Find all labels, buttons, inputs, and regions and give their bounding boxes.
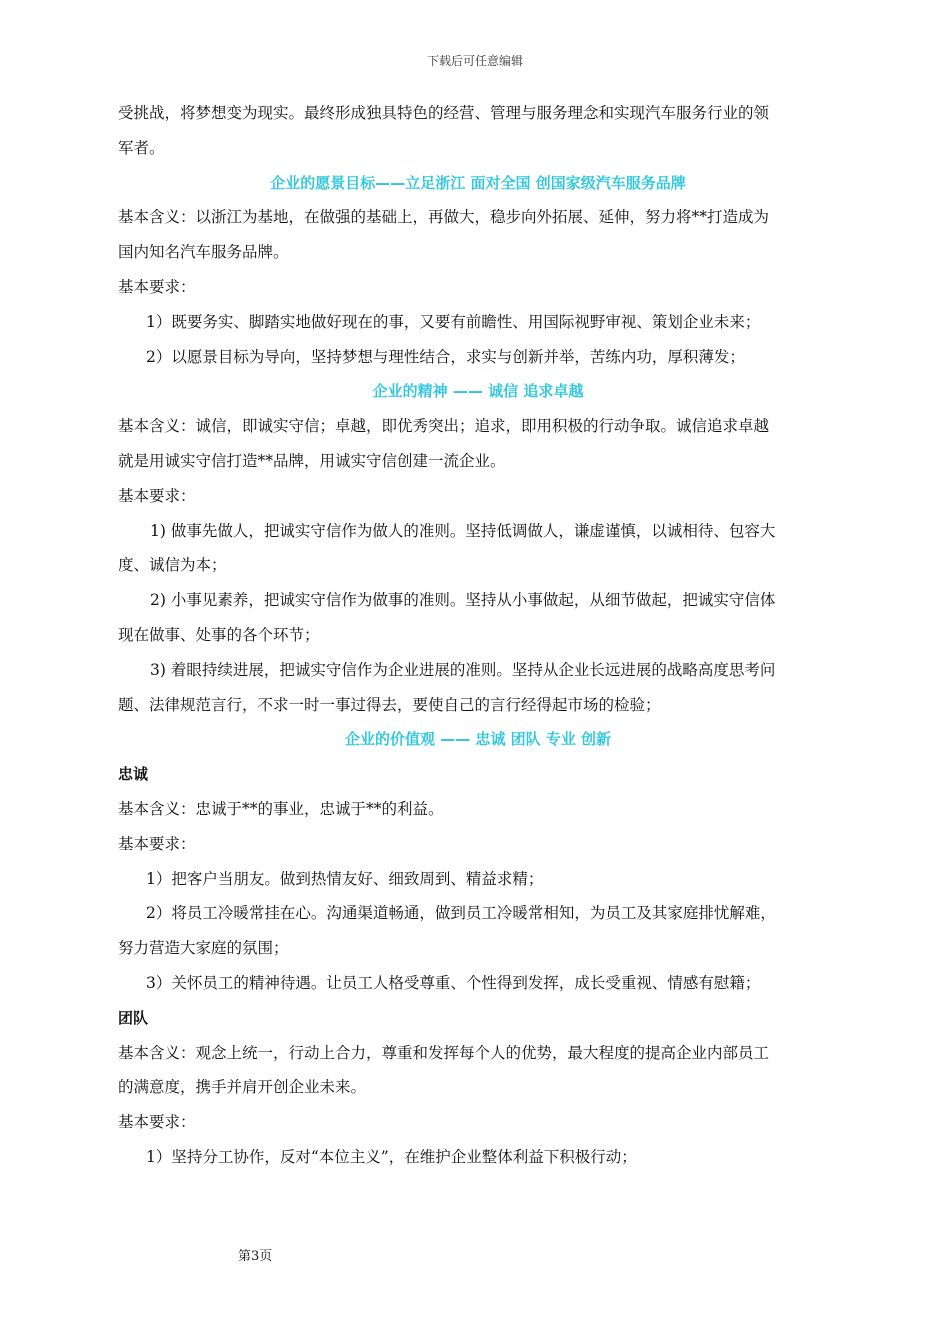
section-heading-values: 企业的价值观 —— 忠诚 团队 专业 创新 [344,730,612,749]
page-header: 下载后可任意编辑 [426,54,523,68]
list-item: 1) 做事先做人，把诚实守信作为做人的准则。坚持低调做人，谦虚谨慎，以诚相待、包容大 [150,521,776,540]
paragraph-line: 题、法律规范言行，不求一时一事过得去，要使自己的言行经得起市场的检验； [118,695,661,714]
paragraph-line: 度、诚信为本； [118,556,227,575]
document-body [118,96,838,1175]
subheading-team: 团队 [118,1008,149,1027]
paragraph-line: 就是用诚实守信打造**品牌，用诚实守信创建一流企业。 [118,451,506,470]
list-item: 3）关怀员工的精神待遇。让员工人格受尊重、个性得到发挥，成长受重视、情感有慰籍； [146,973,761,992]
requirements-label: 基本要求： [118,486,196,505]
subheading-loyalty: 忠诚 [118,765,149,784]
requirements-label: 基本要求： [118,277,196,296]
paragraph-line: 基本含义：以浙江为基地，在做强的基础上，再做大，稳步向外拓展、延伸，努力将**打造成为 [118,208,770,227]
paragraph-line: 受挑战，将梦想变为现实。最终形成独具特色的经营、管理与服务理念和实现汽车服务行业的领 [118,104,770,122]
list-item: 2) 小事见素养，把诚实守信作为做事的准则。坚持从小事做起，从细节做起，把诚实守信体 [150,591,776,610]
list-item: 1）既要务实、脚踏实地做好现在的事，又要有前瞻性、用国际视野审视、策划企业未来； [146,312,761,331]
list-item: 2）以愿景目标为导向，坚持梦想与理性结合，求实与创新并举，苦练内功，厚积薄发； [146,347,745,366]
paragraph-line: 的满意度，携手并肩开创企业未来。 [118,1078,367,1097]
paragraph-line: 军者。 [118,138,165,157]
paragraph-line: 现在做事、处事的各个环节； [118,625,320,644]
list-item: 3) 着眼持续进展，把诚实守信作为企业进展的准则。坚持从企业长远进展的战略高度思考问 [150,660,776,679]
list-item: 1）坚持分工协作，反对“本位主义”，在维护企业整体利益下积极行动； [146,1147,637,1166]
paragraph-line: 基本含义：诚信，即诚实守信；卓越，即优秀突出；追求，即用积极的行动争取。诚信追求卓越 [118,417,770,436]
page-number: 第3页 [238,1249,273,1264]
section-heading-vision: 企业的愿景目标——立足浙江 面对全国 创国家级汽车服务品牌 [270,173,686,192]
paragraph-line: 基本含义：忠诚于**的事业，忠诚于**的利益。 [118,799,444,818]
list-item: 1）把客户当朋友。做到热情友好、细致周到、精益求精； [146,869,544,888]
paragraph-line: 基本含义：观念上统一，行动上合力，尊重和发挥每个人的优势，最大程度的提高企业内部员工 [118,1043,770,1062]
paragraph-line: 国内知名汽车服务品牌。 [118,243,289,262]
paragraph-line: 努力营造大家庭的氛围； [118,939,289,958]
requirements-label: 基本要求： [118,1113,196,1132]
requirements-label: 基本要求： [118,834,196,853]
section-heading-spirit: 企业的精神 —— 诚信 追求卓越 [372,382,584,401]
list-item: 2）将员工冷暖常挂在心。沟通渠道畅通，做到员工冷暖常相知，为员工及其家庭排忧解难， [146,904,776,923]
